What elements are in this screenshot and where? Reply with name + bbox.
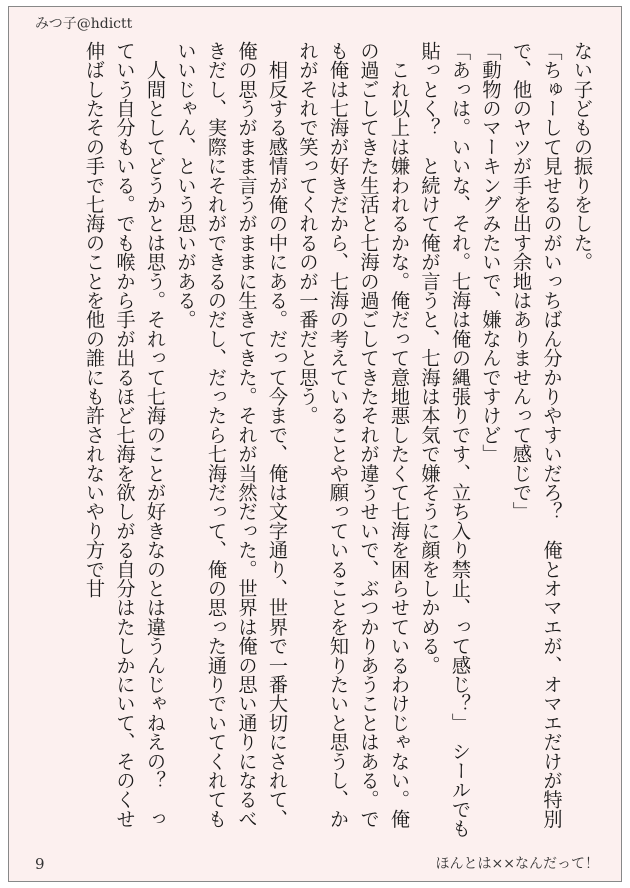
page-number: 9 [35,855,45,873]
paragraph: 人間としてどうかとは思う。それって七海のことが好きなのとは違うんじゃねえの？ っていう自分もいる。でも喉から手が出るほど七海を欲しがる自分はたしかにいて、そのくせ伸ばしたその手で七海のことを他の誰にも許されないやり方で甘 [83,41,167,829]
body-text [17,41,597,843]
book-title: ほんとは××なんだって！ [435,856,599,872]
paragraph: 「ちゅーして見せるのがいっちばん分かりやすいだろ？ 俺とオマエが、オマエだけが特別で、他のヤツが手を出す余地はありませんって感じで」 [510,41,564,829]
paragraph: 「動物のマーキングみたいで、嫌なんですけど」 [479,41,503,464]
paragraph: 「あっは。いいな、それ。七海は俺の縄張りです、立ち入り禁止、って感じ？」 シールでも貼っとく？ と続けて俺が言うと、七海は本気で嫌そうに顔をしかめる。 [418,41,472,838]
paragraph: これ以上は嫌われるかな。俺だって意地悪したくて七海を困らせているわけじゃない。俺の過ごしてきた生活と七海の過ごしてきたそれが違うせいで、ぶつかりあうことはある。でも俺は七海が好きだから、七海の考えていることや願っていることを知りたいと思うし、かれがそれで笑ってくれるのが一番だと思う。 [296,41,411,829]
page [8,6,622,882]
paragraph: 相反する感情が俺の中にある。だって今まで、俺は文字通り、世界で一番大切にされて、俺の思うがまま言うがままに生きてきた。それが当然だった。世界は俺の思い通りになるべきだし、実際にそれができるのだし、だったら七海だって、俺の思った通りでいてくれてもいいじゃん、という思いがある。 [174,41,289,829]
paragraph: ない子どもの振りをした。 [571,41,594,272]
author-handle: みつ子@hdictt [35,16,133,32]
